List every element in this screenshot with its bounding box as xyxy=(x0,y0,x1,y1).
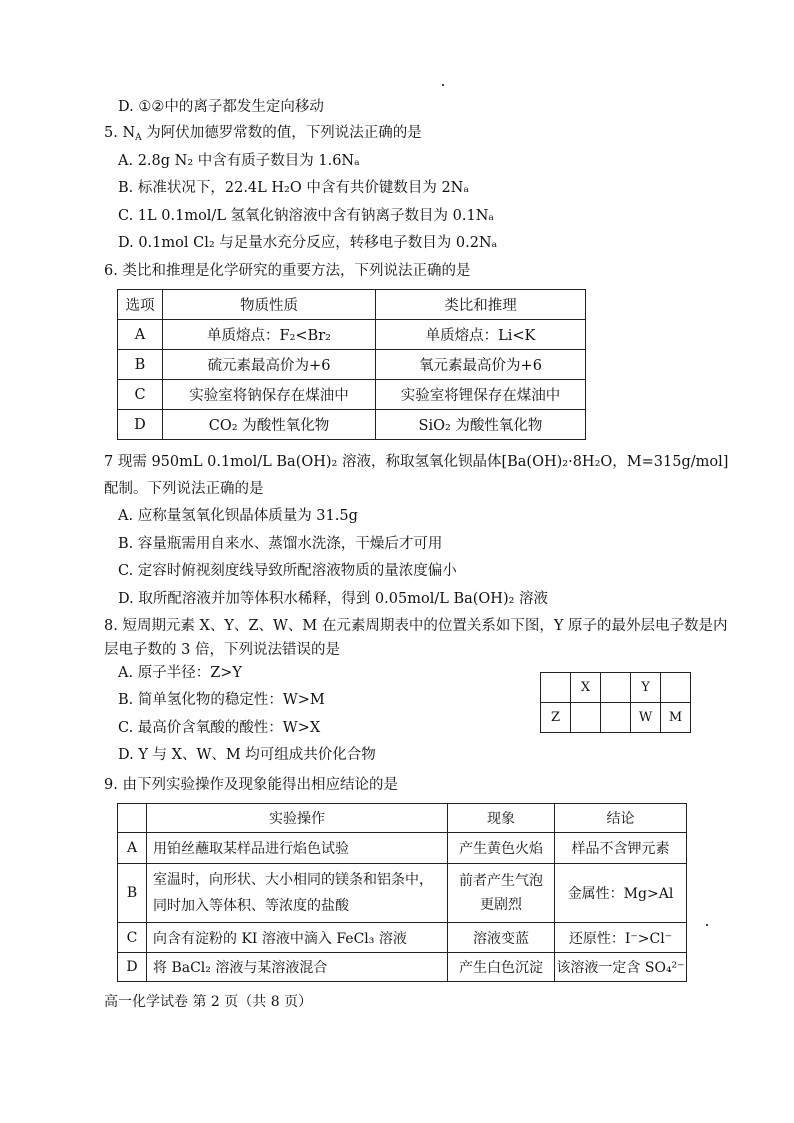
q8-option-a: A. 原子半径：Z>Y xyxy=(118,665,242,681)
q9-table xyxy=(117,803,687,982)
q4-option-d: D. ①②中的离子都发生定向移动 xyxy=(118,99,324,115)
q5-option-b: B. 标准状况下，22.4L H₂O 中含有共价键数目为 2Nₐ xyxy=(118,180,469,196)
q9-cell-phenomenon: 溶液变蓝 xyxy=(448,923,555,953)
q5-stem xyxy=(104,123,422,148)
grid-cell xyxy=(541,673,571,703)
q6-cell: 实验室将钠保存在煤油中 xyxy=(163,380,376,410)
q9-header-blank xyxy=(118,804,147,833)
q8-option-d: D. Y 与 X、W、M 均可组成共价化合物 xyxy=(118,747,376,763)
q6-table-header xyxy=(118,290,586,320)
q7-stem-line1: 7 现需 950mL 0.1mol/L Ba(OH)₂ 溶液，称取氢氧化钡晶体[Ba(OH)₂·8H₂O，M=315g/mol] xyxy=(104,454,729,470)
q8-option-b: B. 简单氢化物的稳定性：W>M xyxy=(118,692,325,708)
q7-option-a: A. 应称量氢氧化钡晶体质量为 31.5g xyxy=(118,508,358,524)
q6-cell: B xyxy=(118,350,163,380)
page-footer: 高一化学试卷 第 2 页（共 8 页） xyxy=(104,994,313,1010)
q6-cell: D xyxy=(118,410,163,440)
grid-cell: M xyxy=(661,703,691,733)
q5-stem-head: 5. N xyxy=(104,125,136,141)
q9-header-phenomenon: 现象 xyxy=(448,804,555,833)
q9-cell-operation: 用铂丝蘸取某样品进行焰色试验 xyxy=(147,833,448,864)
table-row xyxy=(118,953,687,982)
q5-stem-tail: 为阿伏加德罗常数的值，下列说法正确的是 xyxy=(146,125,422,141)
grid-cell xyxy=(661,673,691,703)
q9-cell-conclusion: 样品不含钾元素 xyxy=(555,833,687,864)
q9-cell-option: A xyxy=(118,833,147,864)
q9-cell-conclusion: 金属性：Mg>Al xyxy=(555,864,687,923)
q9-cell-phenomenon: 产生黄色火焰 xyxy=(448,833,555,864)
q9-cell-phenomenon: 前者产生气泡更剧烈 xyxy=(448,864,555,923)
q9-cell-conclusion: 该溶液一定含 SO₄²⁻ xyxy=(555,953,687,982)
grid-cell: W xyxy=(631,703,661,733)
q6-header-analogy: 类比和推理 xyxy=(376,290,586,320)
q6-header-option: 选项 xyxy=(118,290,163,320)
grid-cell: Z xyxy=(541,703,571,733)
q7-stem-line2: 配制。下列说法正确的是 xyxy=(104,481,264,497)
q9-stem: 9. 由下列实验操作及现象能得出相应结论的是 xyxy=(104,777,398,793)
q9-cell-operation: 向含有淀粉的 KI 溶液中滴入 FeCl₃ 溶液 xyxy=(147,923,448,953)
q6-cell: 氧元素最高价为+6 xyxy=(376,350,586,380)
q9-operation-line1: 室温时，向形状、大小相同的镁条和铝条中， xyxy=(153,872,433,888)
q9-table-header xyxy=(118,804,687,833)
q6-cell: A xyxy=(118,320,163,350)
q9-cell-phenomenon: 产生白色沉淀 xyxy=(448,953,555,982)
table-row xyxy=(118,410,586,440)
q9-operation-line2: 同时加入等体积、等浓度的盐酸 xyxy=(153,898,349,914)
q6-header-property: 物质性质 xyxy=(163,290,376,320)
q6-cell: 硫元素最高价为+6 xyxy=(163,350,376,380)
table-row xyxy=(118,923,687,953)
grid-cell xyxy=(601,673,631,703)
scan-speck xyxy=(442,84,444,86)
q9-cell-conclusion: 还原性：I⁻>Cl⁻ xyxy=(555,923,687,953)
q9-cell-option: B xyxy=(118,864,147,923)
q6-cell: SiO₂ 为酸性氧化物 xyxy=(376,410,586,440)
q7-option-d: D. 取所配溶液并加等体积水稀释，得到 0.05mol/L Ba(OH)₂ 溶液 xyxy=(118,591,549,607)
q5-option-c: C. 1L 0.1mol/L 氢氧化钠溶液中含有钠离子数目为 0.1Nₐ xyxy=(118,208,495,224)
table-row xyxy=(118,380,586,410)
q9-header-conclusion: 结论 xyxy=(555,804,687,833)
q6-stem: 6. 类比和推理是化学研究的重要方法，下列说法正确的是 xyxy=(104,263,471,279)
q9-header-operation: 实验操作 xyxy=(147,804,448,833)
q7-option-c: C. 定容时俯视刻度线导致所配溶液物质的量浓度偏小 xyxy=(118,563,457,579)
q5-stem-sub: A xyxy=(135,133,142,143)
scan-speck xyxy=(706,924,708,926)
grid-cell: Y xyxy=(631,673,661,703)
q7-option-b: B. 容量瓶需用自来水、蒸馏水洗涤，干燥后才可用 xyxy=(118,536,443,552)
q8-stem-line1: 8. 短周期元素 X、Y、Z、W、M 在元素周期表中的位置关系如下图，Y 原子的最外层电子数是内 xyxy=(104,618,728,634)
q9-cell-option: D xyxy=(118,953,147,982)
periodic-table-grid xyxy=(540,672,691,733)
q8-stem-line2: 层电子数的 3 倍，下列说法错误的是 xyxy=(104,642,340,658)
q6-cell: CO₂ 为酸性氧化物 xyxy=(163,410,376,440)
q6-cell: 实验室将锂保存在煤油中 xyxy=(376,380,586,410)
q9-cell-operation xyxy=(147,864,448,923)
table-row xyxy=(541,673,691,703)
grid-cell: X xyxy=(571,673,601,703)
q9-cell-option: C xyxy=(118,923,147,953)
q6-cell: 单质熔点：F₂<Br₂ xyxy=(163,320,376,350)
q6-cell: C xyxy=(118,380,163,410)
table-row xyxy=(118,864,687,923)
table-row xyxy=(118,350,586,380)
q6-cell: 单质熔点：Li<K xyxy=(376,320,586,350)
table-row xyxy=(541,703,691,733)
q8-option-c: C. 最高价含氧酸的酸性：W>X xyxy=(118,720,321,736)
grid-cell xyxy=(571,703,601,733)
grid-cell xyxy=(601,703,631,733)
q5-option-d: D. 0.1mol Cl₂ 与足量水充分反应，转移电子数目为 0.2Nₐ xyxy=(118,235,498,251)
table-row xyxy=(118,833,687,864)
q9-cell-operation: 将 BaCl₂ 溶液与某溶液混合 xyxy=(147,953,448,982)
table-row xyxy=(118,320,586,350)
q6-table xyxy=(117,289,586,440)
q5-option-a: A. 2.8g N₂ 中含有质子数目为 1.6Nₐ xyxy=(118,153,360,169)
